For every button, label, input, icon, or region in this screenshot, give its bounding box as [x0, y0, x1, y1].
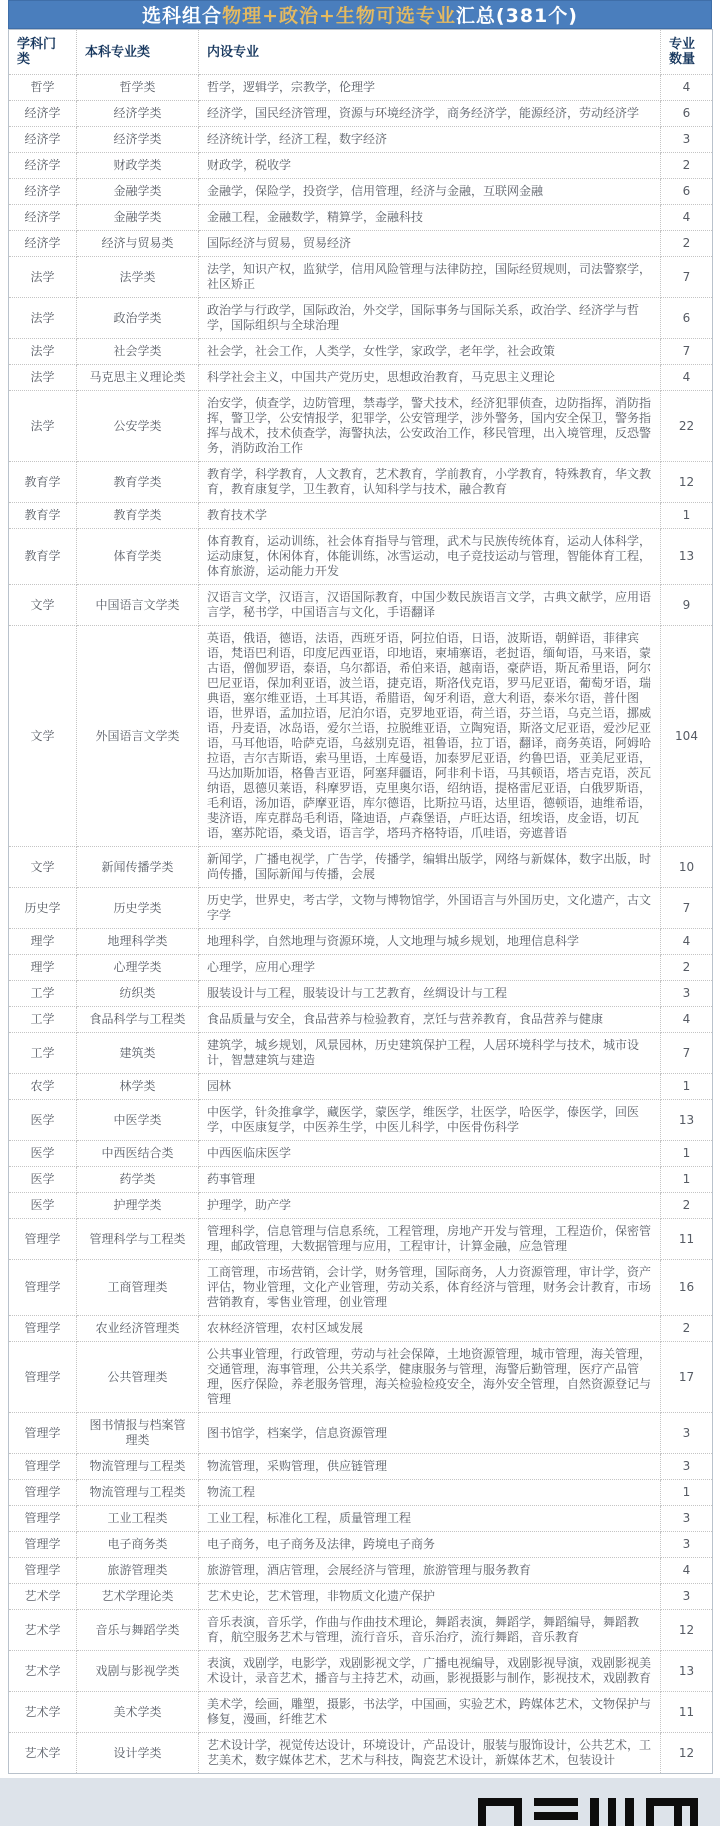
- count-cell: 7: [661, 339, 713, 365]
- table-header-row: [9, 30, 713, 75]
- count-cell: 11: [661, 1219, 713, 1260]
- table-row: [9, 1506, 713, 1532]
- major-class-cell: 林学类: [77, 1074, 199, 1100]
- category-cell: 经济学: [9, 127, 77, 153]
- table-row: [9, 503, 713, 529]
- major-class-cell: 哲学类: [77, 75, 199, 101]
- major-class-cell: 音乐与舞蹈学类: [77, 1610, 199, 1651]
- table-row: [9, 205, 713, 231]
- category-cell: 管理学: [9, 1413, 77, 1454]
- count-cell: 1: [661, 1074, 713, 1100]
- category-cell: 工学: [9, 981, 77, 1007]
- category-cell: 经济学: [9, 101, 77, 127]
- major-class-cell: 心理学类: [77, 955, 199, 981]
- count-cell: 3: [661, 1532, 713, 1558]
- table-row: [9, 981, 713, 1007]
- count-cell: 6: [661, 179, 713, 205]
- major-class-cell: 物流管理与工程类: [77, 1454, 199, 1480]
- category-cell: 经济学: [9, 179, 77, 205]
- category-cell: 哲学: [9, 75, 77, 101]
- table-row: [9, 529, 713, 585]
- majors-cell: 护理学，助产学: [199, 1193, 661, 1219]
- table-row: [9, 231, 713, 257]
- category-cell: 医学: [9, 1100, 77, 1141]
- title-part-selectable: 可选专业: [375, 5, 456, 27]
- table-row: [9, 1260, 713, 1316]
- category-cell: 法学: [9, 391, 77, 462]
- majors-cell: 旅游管理，酒店管理，会展经济与管理，旅游管理与服务教育: [199, 1558, 661, 1584]
- majors-cell: 管理科学，信息管理与信息系统，工程管理，房地产开发与管理，工程造价，保密管理，邮政管理，大数据管理与应用，工程审计，计算金融，应急管理: [199, 1219, 661, 1260]
- count-cell: 2: [661, 153, 713, 179]
- major-class-cell: 经济与贸易类: [77, 231, 199, 257]
- table-row: [9, 1167, 713, 1193]
- major-class-cell: 建筑类: [77, 1033, 199, 1074]
- table-row: [9, 1558, 713, 1584]
- count-cell: 17: [661, 1342, 713, 1413]
- major-class-cell: 财政学类: [77, 153, 199, 179]
- count-cell: 6: [661, 101, 713, 127]
- count-cell: 2: [661, 1193, 713, 1219]
- count-cell: 13: [661, 1651, 713, 1692]
- major-class-cell: 农业经济管理类: [77, 1316, 199, 1342]
- major-class-cell: 金融学类: [77, 205, 199, 231]
- major-class-cell: 中医学类: [77, 1100, 199, 1141]
- major-class-cell: 公安学类: [77, 391, 199, 462]
- count-cell: 3: [661, 981, 713, 1007]
- watermark-glyph: [478, 1798, 522, 1826]
- table-row: [9, 298, 713, 339]
- majors-cell: 药事管理: [199, 1167, 661, 1193]
- majors-cell: 中医学，针灸推拿学，藏医学，蒙医学，维医学，壮医学，哈医学，傣医学，回医学，中医康复学，中医养生学，中医儿科学，中医骨伤科学: [199, 1100, 661, 1141]
- majors-cell: 经济学，国民经济管理，资源与环境经济学，商务经济学，能源经济，劳动经济学: [199, 101, 661, 127]
- table-row: [9, 626, 713, 847]
- count-cell: 2: [661, 955, 713, 981]
- category-cell: 教育学: [9, 503, 77, 529]
- column-header-major-class: 本科专业类: [77, 30, 199, 75]
- majors-cell: 法学，知识产权，监狱学，信用风险管理与法律防控，国际经贸规则，司法警察学，社区矫正: [199, 257, 661, 298]
- count-cell: 1: [661, 503, 713, 529]
- count-cell: 7: [661, 888, 713, 929]
- page-title: [8, 0, 712, 29]
- majors-cell: 地理科学，自然地理与资源环境，人文地理与城乡规划，地理信息科学: [199, 929, 661, 955]
- majors-cell: 社会学，社会工作，人类学，女性学，家政学，老年学，社会政策: [199, 339, 661, 365]
- major-class-cell: 法学类: [77, 257, 199, 298]
- major-class-cell: 新闻传播学类: [77, 847, 199, 888]
- category-cell: 教育学: [9, 529, 77, 585]
- major-class-cell: 经济学类: [77, 127, 199, 153]
- table-row: [9, 1007, 713, 1033]
- category-cell: 理学: [9, 955, 77, 981]
- category-cell: 医学: [9, 1167, 77, 1193]
- major-class-cell: 金融学类: [77, 179, 199, 205]
- count-cell: 4: [661, 1007, 713, 1033]
- category-cell: 法学: [9, 298, 77, 339]
- category-cell: 文学: [9, 847, 77, 888]
- majors-cell: 服装设计与工程，服装设计与工艺教育，丝绸设计与工程: [199, 981, 661, 1007]
- watermark-glyph: [534, 1798, 578, 1826]
- majors-table: [8, 29, 713, 1774]
- table-row: [9, 339, 713, 365]
- majors-cell: 艺术史论，艺术管理，非物质文化遗产保护: [199, 1584, 661, 1610]
- category-cell: 管理学: [9, 1342, 77, 1413]
- watermark-glyph: [590, 1798, 634, 1826]
- table-row: [9, 1532, 713, 1558]
- majors-cell: 教育学，科学教育，人文教育，艺术教育，学前教育，小学教育，特殊教育，华文教育，教育康复学，卫生教育，认知科学与技术，融合教育: [199, 462, 661, 503]
- table-row: [9, 1074, 713, 1100]
- majors-cell: 物流管理，采购管理，供应链管理: [199, 1454, 661, 1480]
- count-cell: 104: [661, 626, 713, 847]
- major-class-cell: 护理学类: [77, 1193, 199, 1219]
- category-cell: 管理学: [9, 1316, 77, 1342]
- majors-cell: 金融工程，金融数学，精算学，金融科技: [199, 205, 661, 231]
- table-row: [9, 1692, 713, 1733]
- major-class-cell: 物流管理与工程类: [77, 1480, 199, 1506]
- count-cell: 22: [661, 391, 713, 462]
- majors-cell: 中西医临床医学: [199, 1141, 661, 1167]
- column-header-category: 学科门类: [9, 30, 77, 75]
- table-row: [9, 365, 713, 391]
- watermark-logo: [478, 1798, 698, 1826]
- count-cell: 9: [661, 585, 713, 626]
- major-class-cell: 设计学类: [77, 1733, 199, 1774]
- category-cell: 法学: [9, 339, 77, 365]
- category-cell: 管理学: [9, 1454, 77, 1480]
- count-cell: 4: [661, 929, 713, 955]
- count-cell: 4: [661, 75, 713, 101]
- title-part-summary: 汇总(381个): [455, 5, 578, 27]
- category-cell: 理学: [9, 929, 77, 955]
- major-class-cell: 管理科学与工程类: [77, 1219, 199, 1260]
- category-cell: 医学: [9, 1193, 77, 1219]
- table-row: [9, 1413, 713, 1454]
- count-cell: 13: [661, 1100, 713, 1141]
- count-cell: 6: [661, 298, 713, 339]
- majors-cell: 建筑学，城乡规划，风景园林，历史建筑保护工程，人居环境科学与技术，城市设计，智慧建筑与建造: [199, 1033, 661, 1074]
- category-cell: 管理学: [9, 1532, 77, 1558]
- major-class-cell: 食品科学与工程类: [77, 1007, 199, 1033]
- category-cell: 管理学: [9, 1480, 77, 1506]
- table-row: [9, 257, 713, 298]
- majors-cell: 汉语言文学，汉语言，汉语国际教育，中国少数民族语言文学，古典文献学，应用语言学，秘书学，中国语言与文化，手语翻译: [199, 585, 661, 626]
- category-cell: 管理学: [9, 1506, 77, 1532]
- category-cell: 历史学: [9, 888, 77, 929]
- majors-cell: 物流工程: [199, 1480, 661, 1506]
- count-cell: 3: [661, 1454, 713, 1480]
- count-cell: 3: [661, 127, 713, 153]
- count-cell: 2: [661, 1316, 713, 1342]
- table-row: [9, 888, 713, 929]
- count-cell: 3: [661, 1506, 713, 1532]
- count-cell: 12: [661, 1733, 713, 1774]
- count-cell: 1: [661, 1480, 713, 1506]
- major-class-cell: 经济学类: [77, 101, 199, 127]
- category-cell: 经济学: [9, 153, 77, 179]
- category-cell: 艺术学: [9, 1584, 77, 1610]
- category-cell: 管理学: [9, 1558, 77, 1584]
- count-cell: 12: [661, 462, 713, 503]
- table-row: [9, 1610, 713, 1651]
- major-class-cell: 纺织类: [77, 981, 199, 1007]
- category-cell: 经济学: [9, 231, 77, 257]
- major-class-cell: 教育学类: [77, 503, 199, 529]
- majors-cell: 艺术设计学，视觉传达设计，环境设计，产品设计，服装与服饰设计，公共艺术，工艺美术，数字媒体艺术，艺术与科技，陶瓷艺术设计，新媒体艺术，包装设计: [199, 1733, 661, 1774]
- majors-cell: 金融学，保险学，投资学，信用管理，经济与金融，互联网金融: [199, 179, 661, 205]
- table-row: [9, 1316, 713, 1342]
- table-row: [9, 1193, 713, 1219]
- table-row: [9, 1342, 713, 1413]
- category-cell: 医学: [9, 1141, 77, 1167]
- category-cell: 工学: [9, 1007, 77, 1033]
- major-class-cell: 公共管理类: [77, 1342, 199, 1413]
- category-cell: 艺术学: [9, 1610, 77, 1651]
- table-row: [9, 847, 713, 888]
- table-row: [9, 153, 713, 179]
- majors-cell: 财政学，税收学: [199, 153, 661, 179]
- majors-cell: 国际经济与贸易，贸易经济: [199, 231, 661, 257]
- major-class-cell: 外国语言文学类: [77, 626, 199, 847]
- majors-cell: 食品质量与安全，食品营养与检验教育，烹饪与营养教育，食品营养与健康: [199, 1007, 661, 1033]
- category-cell: 教育学: [9, 462, 77, 503]
- count-cell: 12: [661, 1610, 713, 1651]
- count-cell: 13: [661, 529, 713, 585]
- majors-cell: 科学社会主义，中国共产党历史，思想政治教育，马克思主义理论: [199, 365, 661, 391]
- count-cell: 4: [661, 365, 713, 391]
- table-row: [9, 1651, 713, 1692]
- count-cell: 7: [661, 1033, 713, 1074]
- count-cell: 2: [661, 231, 713, 257]
- majors-cell: 音乐表演，音乐学，作曲与作曲技术理论，舞蹈表演，舞蹈学，舞蹈编导，舞蹈教育，航空服务艺术与管理，流行音乐，音乐治疗，流行舞蹈，音乐教育: [199, 1610, 661, 1651]
- count-cell: 10: [661, 847, 713, 888]
- category-cell: 法学: [9, 257, 77, 298]
- majors-cell: 工商管理，市场营销，会计学，财务管理，国际商务，人力资源管理，审计学，资产评估，物业管理，文化产业管理，劳动关系，体育经济与管理，财务会计教育，市场营销教育，零售业管理，创业管理: [199, 1260, 661, 1316]
- category-cell: 艺术学: [9, 1651, 77, 1692]
- table-row: [9, 179, 713, 205]
- major-class-cell: 地理科学类: [77, 929, 199, 955]
- majors-cell: 电子商务，电子商务及法律，跨境电子商务: [199, 1532, 661, 1558]
- majors-cell: 农林经济管理，农村区域发展: [199, 1316, 661, 1342]
- major-class-cell: 戏剧与影视学类: [77, 1651, 199, 1692]
- table-row: [9, 462, 713, 503]
- major-class-cell: 药学类: [77, 1167, 199, 1193]
- category-cell: 管理学: [9, 1260, 77, 1316]
- count-cell: 3: [661, 1413, 713, 1454]
- category-cell: 经济学: [9, 205, 77, 231]
- major-class-cell: 教育学类: [77, 462, 199, 503]
- major-class-cell: 政治学类: [77, 298, 199, 339]
- table-row: [9, 1100, 713, 1141]
- count-cell: 1: [661, 1167, 713, 1193]
- majors-cell: 哲学，逻辑学，宗教学，伦理学: [199, 75, 661, 101]
- major-class-cell: 社会学类: [77, 339, 199, 365]
- majors-cell: 新闻学，广播电视学，广告学，传播学，编辑出版学，网络与新媒体，数字出版，时尚传播，国际新闻与传播，会展: [199, 847, 661, 888]
- table-row: [9, 1733, 713, 1774]
- major-class-cell: 马克思主义理论类: [77, 365, 199, 391]
- table-row: [9, 1584, 713, 1610]
- category-cell: 农学: [9, 1074, 77, 1100]
- title-part-prefix: 选科组合: [142, 5, 223, 27]
- watermark-glyph: [646, 1798, 698, 1826]
- count-cell: 4: [661, 205, 713, 231]
- majors-cell: 公共事业管理，行政管理，劳动与社会保障，土地资源管理，城市管理，海关管理，交通管理，海事管理，公共关系学，健康服务与管理，海警后勤管理，医疗产品管理，医疗保险，养老服务管理，海关检验检疫安全，海外安全管理，自然资源登记与管理: [199, 1342, 661, 1413]
- majors-cell: 体育教育，运动训练，社会体育指导与管理，武术与民族传统体育，运动人体科学，运动康复，休闲体育，体能训练，冰雪运动，电子竞技运动与管理，智能体育工程，体育旅游，运动能力开发: [199, 529, 661, 585]
- table-row: [9, 1141, 713, 1167]
- category-cell: 文学: [9, 585, 77, 626]
- majors-cell: 教育技术学: [199, 503, 661, 529]
- majors-cell: 图书馆学，档案学，信息资源管理: [199, 1413, 661, 1454]
- major-class-cell: 体育学类: [77, 529, 199, 585]
- majors-cell: 历史学，世界史，考古学，文物与博物馆学，外国语言与外国历史，文化遗产，古文字学: [199, 888, 661, 929]
- table-row: [9, 929, 713, 955]
- table-row: [9, 127, 713, 153]
- major-class-cell: 美术学类: [77, 1692, 199, 1733]
- category-cell: 艺术学: [9, 1692, 77, 1733]
- table-row: [9, 391, 713, 462]
- count-cell: 1: [661, 1141, 713, 1167]
- major-class-cell: 图书情报与档案管理类: [77, 1413, 199, 1454]
- count-cell: 3: [661, 1584, 713, 1610]
- count-cell: 11: [661, 1692, 713, 1733]
- major-class-cell: 工商管理类: [77, 1260, 199, 1316]
- major-class-cell: 中西医结合类: [77, 1141, 199, 1167]
- majors-cell: 园林: [199, 1074, 661, 1100]
- count-cell: 7: [661, 257, 713, 298]
- table-row: [9, 75, 713, 101]
- majors-cell: 工业工程，标准化工程，质量管理工程: [199, 1506, 661, 1532]
- column-header-count: 专业数量: [661, 30, 713, 75]
- majors-cell: 心理学，应用心理学: [199, 955, 661, 981]
- title-part-subjects: 物理+政治+生物: [222, 5, 376, 27]
- category-cell: 管理学: [9, 1219, 77, 1260]
- majors-cell: 英语，俄语，德语，法语，西班牙语，阿拉伯语，日语，波斯语，朝鲜语，菲律宾语，梵语巴利语，印度尼西亚语，印地语，柬埔寨语，老挝语，缅甸语，马来语，蒙古语，僧伽罗语，泰语，乌尔都语，希伯来语，越南语，豪萨语，斯瓦希里语，阿尔巴尼亚语，保加利亚语，波兰语，捷克语，斯洛伐克语，罗马尼亚语，葡萄牙语，瑞典语，塞尔维亚语，土耳其语，希腊语，匈牙利语，意大利语，泰米尔语，普什图语，世界语，孟加拉语，尼泊尔语，克罗地亚语，荷兰语，芬兰语，乌克兰语，挪威语，丹麦语，冰岛语，爱尔兰语，拉脱维亚语，立陶宛语，斯洛文尼亚语，爱沙尼亚语，马耳他语，哈萨克语，乌兹别克语，祖鲁语，拉丁语，翻译，商务英语，阿姆哈拉语，吉尔吉斯语，索马里语，土库曼语，加泰罗尼亚语，约鲁巴语，亚美尼亚语，马达加斯加语，格鲁吉亚语，阿塞拜疆语，阿非利卡语，马其顿语，塔吉克语，茨瓦纳语，恩德贝莱语，科摩罗语，克里奥尔语，绍纳语，提格雷尼亚语，白俄罗斯语，毛利语，汤加语，萨摩亚语，库尔德语，比斯拉马语，达里语，德顿语，迪维希语，斐济语，库克群岛毛利语，隆迪语，卢森堡语，卢旺达语，纽埃语，皮金语，切瓦语，塞苏陀语，桑戈语，语言学，塔玛齐格特语，爪哇语，旁遮普语: [199, 626, 661, 847]
- table-row: [9, 1033, 713, 1074]
- major-class-cell: 工业工程类: [77, 1506, 199, 1532]
- column-header-majors: 内设专业: [199, 30, 661, 75]
- major-class-cell: 中国语言文学类: [77, 585, 199, 626]
- table-row: [9, 1219, 713, 1260]
- category-cell: 文学: [9, 626, 77, 847]
- count-cell: 4: [661, 1558, 713, 1584]
- footer-band: [0, 1778, 720, 1826]
- count-cell: 16: [661, 1260, 713, 1316]
- table-row: [9, 1454, 713, 1480]
- major-class-cell: 艺术学理论类: [77, 1584, 199, 1610]
- major-class-cell: 电子商务类: [77, 1532, 199, 1558]
- category-cell: 工学: [9, 1033, 77, 1074]
- majors-cell: 经济统计学，经济工程，数字经济: [199, 127, 661, 153]
- table-row: [9, 585, 713, 626]
- table-body: [9, 75, 713, 1774]
- category-cell: 艺术学: [9, 1733, 77, 1774]
- majors-cell: 治安学，侦查学，边防管理，禁毒学，警犬技术，经济犯罪侦查，边防指挥，消防指挥，警卫学，公安情报学，犯罪学，公安管理学，涉外警务，国内安全保卫，警务指挥与战术，技术侦查学，海警执法，公安政治工作，移民管理，出入境管理，反恐警务，消防政治工作: [199, 391, 661, 462]
- table-row: [9, 1480, 713, 1506]
- major-class-cell: 旅游管理类: [77, 1558, 199, 1584]
- majors-cell: 表演，戏剧学，电影学，戏剧影视文学，广播电视编导，戏剧影视导演，戏剧影视美术设计，录音艺术，播音与主持艺术，动画，影视摄影与制作，影视技术，戏剧教育: [199, 1651, 661, 1692]
- table-row: [9, 955, 713, 981]
- majors-cell: 政治学与行政学，国际政治，外交学，国际事务与国际关系，政治学、经济学与哲学，国际组织与全球治理: [199, 298, 661, 339]
- table-row: [9, 101, 713, 127]
- majors-cell: 美术学，绘画，雕塑，摄影，书法学，中国画，实验艺术，跨媒体艺术，文物保护与修复，漫画，纤维艺术: [199, 1692, 661, 1733]
- major-class-cell: 历史学类: [77, 888, 199, 929]
- category-cell: 法学: [9, 365, 77, 391]
